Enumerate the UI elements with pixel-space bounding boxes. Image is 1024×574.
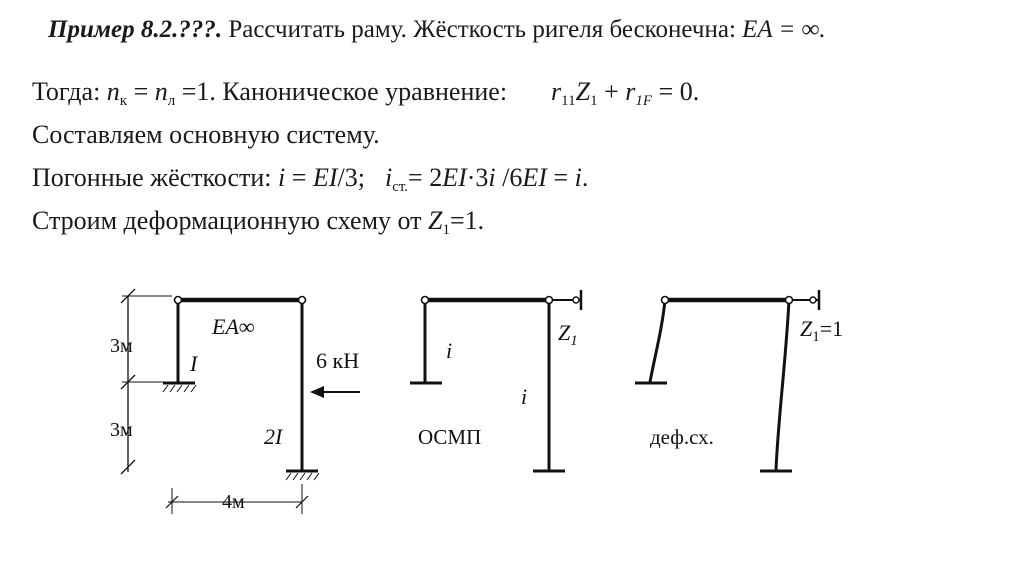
var-ei3: EI bbox=[522, 163, 547, 192]
dim-width-label: 4м bbox=[222, 491, 245, 513]
var-i4: i bbox=[574, 163, 582, 192]
def-right-column bbox=[776, 300, 789, 470]
basic-z-label: $Z_1$ bbox=[558, 320, 578, 349]
def-left-column bbox=[650, 300, 665, 382]
sub-r1f: 1F bbox=[635, 93, 653, 109]
text-dot: . bbox=[581, 163, 589, 192]
def-caption: деф.сх. bbox=[650, 425, 714, 449]
def-hinge-right bbox=[786, 297, 793, 304]
def-z-label: $Z_1=1$ bbox=[800, 316, 844, 345]
left-support-hatch bbox=[163, 385, 196, 392]
basic-link-hinge bbox=[573, 297, 579, 303]
var-i-st: i bbox=[384, 163, 393, 192]
beam-stiffness-label: EA∞ bbox=[212, 314, 255, 339]
task-text: Рассчитать раму. Жёсткость ригеля бесконечна: bbox=[222, 16, 743, 43]
var-n: n bbox=[106, 77, 120, 106]
var-r2: r bbox=[625, 77, 636, 106]
text-div6: /6 bbox=[495, 163, 523, 192]
text-eq2: = 2 bbox=[408, 163, 443, 192]
var-ei: EI bbox=[312, 163, 338, 192]
text-plus: + bbox=[597, 77, 626, 106]
var-r: r bbox=[551, 77, 562, 106]
right-support-hatch bbox=[286, 473, 319, 480]
text-build: Строим деформационную схему от bbox=[32, 206, 429, 235]
text-eq3: = bbox=[546, 163, 575, 192]
left-column-label: I bbox=[190, 351, 198, 376]
line-basic-system: Составляем основную систему. bbox=[32, 120, 380, 149]
sub-st: ст. bbox=[392, 179, 409, 195]
var-i3: i bbox=[488, 163, 496, 192]
sub-z1: 1 bbox=[590, 93, 598, 109]
sub-k: к bbox=[119, 93, 128, 109]
force-label: 6 кН bbox=[316, 348, 360, 373]
example-number: Пример 8.2.???. bbox=[48, 16, 223, 43]
text-eq: = bbox=[285, 163, 313, 192]
sub-l: л bbox=[167, 93, 176, 109]
text-equals: = bbox=[127, 77, 155, 106]
var-i: i bbox=[278, 163, 286, 192]
var-ei2: EI bbox=[442, 163, 467, 192]
var-z-def: Z bbox=[428, 206, 443, 235]
def-hinge-left bbox=[662, 297, 669, 304]
basic-caption: ОСМП bbox=[418, 425, 482, 449]
dim-height-bottom: 3м bbox=[110, 419, 133, 441]
stiffness-formula: EA = ∞. bbox=[742, 16, 826, 43]
basic-hinge-left bbox=[422, 297, 429, 304]
dim-height-top: 3м bbox=[110, 335, 133, 357]
text-stiffness: Погонные жёсткости: bbox=[32, 163, 279, 192]
sub-z-def: 1 bbox=[442, 222, 451, 238]
sub-r11: 11 bbox=[561, 93, 576, 109]
right-column-label: 2I bbox=[264, 424, 283, 449]
hinge-right bbox=[299, 297, 306, 304]
def-link-hinge bbox=[810, 297, 816, 303]
var-n2: n bbox=[154, 77, 168, 106]
var-z: Z bbox=[575, 77, 591, 106]
text-eq-zero: = 0. bbox=[652, 77, 700, 106]
text-then: Тогда: bbox=[32, 77, 107, 106]
basic-right-label: i bbox=[521, 384, 528, 409]
basic-hinge-right bbox=[546, 297, 553, 304]
hinge-left bbox=[175, 297, 182, 304]
text-eq-one: =1. bbox=[450, 206, 485, 235]
basic-left-label: i bbox=[446, 338, 453, 363]
force-arrowhead bbox=[310, 386, 324, 398]
text-canonical: =1. Каноническое уравнение: bbox=[175, 77, 508, 106]
text-dot3: ·3 bbox=[466, 163, 489, 192]
text-div3: /3; bbox=[337, 163, 365, 192]
